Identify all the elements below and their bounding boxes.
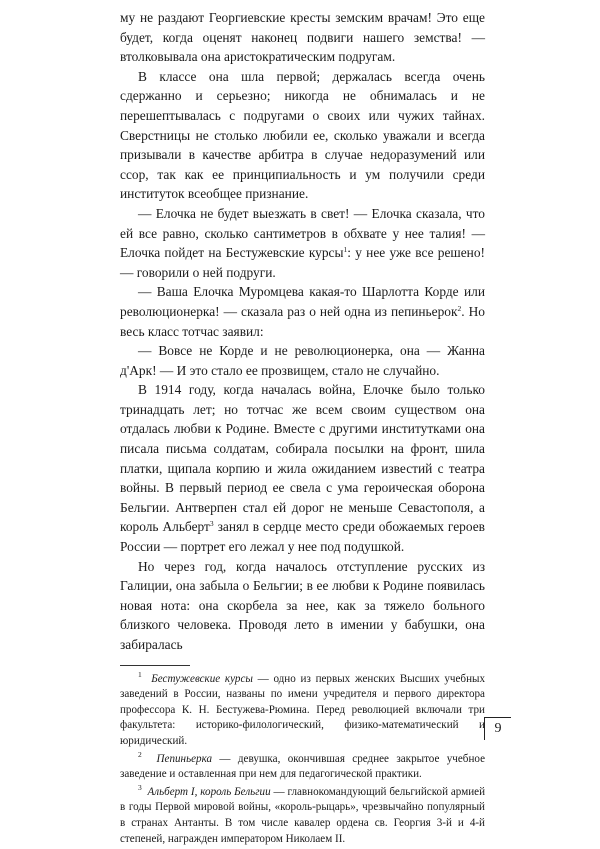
footnote-ref: 2 <box>457 303 462 313</box>
footnote-divider <box>120 665 190 666</box>
footnote-number: 2 <box>138 749 142 759</box>
footnotes <box>120 669 486 848</box>
body-text <box>120 8 485 655</box>
footnote-term: Бестужевские курсы <box>151 672 253 685</box>
footnote-number: 1 <box>138 669 142 679</box>
paragraph-text: В классе она шла первой; держалась всегда очень сдержанно и серьезно; никогда не обнималась и не перешептывалась с подругами о своих или чужих тайнах. Сверстницы не столько любили ее, сколько уважали и всегда призывали в качестве арбитра в случае недоразумений или ссор, так как ее принципиальность и ум получили среди институток всеобщее признание. <box>120 68 485 202</box>
paragraph-text: — Ваша Елочка Муромцева какая-то Шарлотта Корде или революционерка! — сказала раз о ней одна из пепиньерок <box>120 284 485 319</box>
footnote-ref: 1 <box>343 245 348 255</box>
page-content <box>120 8 485 849</box>
paragraph-text: Но через год, когда началось отступление русских из Галиции, она забыла о Бельгии; в ее любви к Родине появилась новая нота: она скорбела за нее, как за тяжело больного близкого человека. Проводя лето в имении у бабушки, она забиралась <box>120 558 485 652</box>
page-number: 9 <box>484 717 511 740</box>
footnote-text: — девушка, окончившая среднее закрытое учебное заведение и оставленная при нем для педагогической практики. <box>120 752 485 781</box>
paragraph <box>120 8 485 67</box>
paragraph <box>120 557 485 655</box>
paragraph <box>120 341 485 380</box>
footnote <box>120 782 486 847</box>
paragraph <box>120 380 485 556</box>
paragraph-text: — Елочка не будет выезжать в свет! — Елочка сказала, что ей все равно, сколько сантиметров в обхвате у нее талия! — Елочка пойдет на Бестужевские курсы <box>120 205 485 261</box>
paragraph-text: : у нее уже все решено! — говорили о ней подруги. <box>120 245 485 280</box>
paragraph-text: — Вовсе не Корде и не революционерка, она — Жанна д'Арк! — И это стало ее прозвищем, стало не случайно. <box>120 343 485 378</box>
paragraph-text: В 1914 году, когда началась война, Елочке было только тринадцать лет; но тотчас же всем своим существом она отдалась любви к Родине. Вместе с другими институтками она писала письма солдатам, собирала посылки на фронт, шила платки, щипала корпию и жила ожиданием известий с театра войны. В первый период ее свела с ума героическая оборона Бельгии. Антверпен стал ей дорог не меньше Севастополя, а король Альберт <box>120 382 485 535</box>
footnote-term: Альберт I, король Бельгии <box>147 785 271 798</box>
footnote-text: — одно из первых женских Высших учебных заведений в России, названы по имени учредителя и первого директора профессора К. Н. Бестужева-Рюмина. Перед революцией включали три факультета: историко-филологический, физико-математический и юридический. <box>120 672 486 747</box>
paragraph <box>120 67 485 204</box>
footnote-number: 3 <box>138 782 142 792</box>
paragraph <box>120 204 485 282</box>
footnote-ref: 3 <box>209 519 214 529</box>
footnote <box>120 669 486 750</box>
footnote-term: Пепиньерка <box>156 752 213 765</box>
footnote-text: — главнокомандующий бельгийской армией в годы Первой мировой войны, «король-рыцарь», чрезвычайно популярный в странах Антанты. В том числе кавалер ордена св. Георгия 3-й и 4-й степеней, награжден императором Николаем II. <box>120 785 486 845</box>
paragraph-text: . Но весь класс тотчас заявил: <box>120 303 486 339</box>
paragraph <box>120 282 485 341</box>
footnote <box>120 749 485 783</box>
paragraph-text: занял в сердце место среди обожаемых героев России — портрет его лежал у нее под подушкой. <box>120 519 486 555</box>
paragraph-text: му не раздают Георгиевские кресты земским врачам! Это еще будет, когда оценят наконец подвиги нашего земства! — втолковывала она аристократическим подругам. <box>120 10 485 65</box>
